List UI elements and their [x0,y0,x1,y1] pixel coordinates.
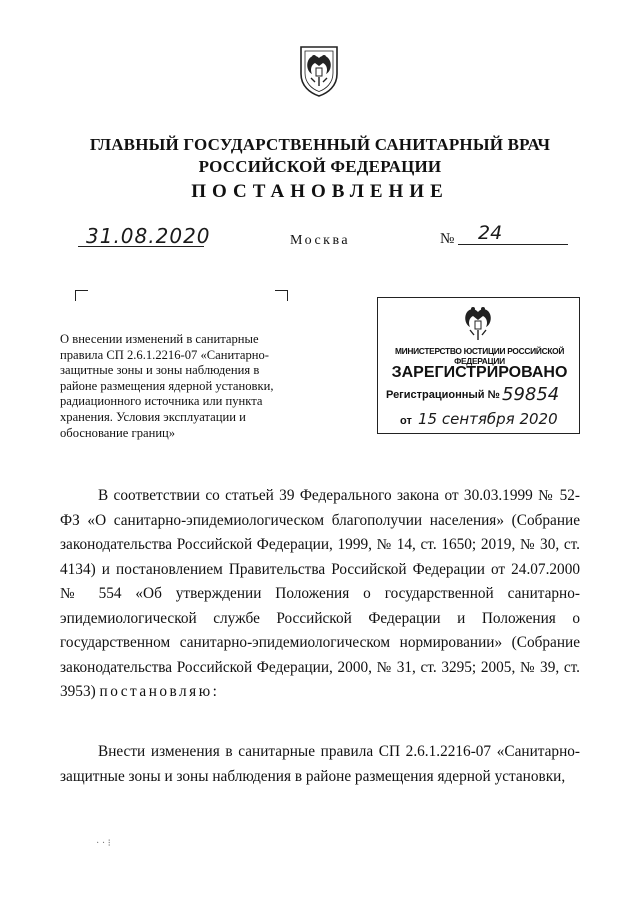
coat-of-arms-icon [296,44,342,98]
stamp-eagle-icon [461,304,495,342]
scan-artifact: · · ⁝ [96,838,111,849]
issuer-title [60,134,580,178]
issuer-line-1: ГЛАВНЫЙ ГОСУДАРСТВЕННЫЙ САНИТАРНЫЙ ВРАЧ [89,135,551,154]
preamble-text: В соответствии со статьей 39 Федерального закона от 30.03.1999 № 52-ФЗ «О санитарно-эпидемиологическом благополучии населения» (Собрание законодательства Российской Федерации, 1999, № 14, ст. 1650; 2019, № 30, ст. 4134) и постановлением Правительства Российской Федерации от 24.07.2000 № 554 «Об утверждении Положения о государственной санитарно-эпидемиологической службе Российской Федерации и Положения о государственном санитарно-эпидемиологическом нормировании» (Собрание законодательства Российской Федерации, 2000, № 31, ст. 3295; 2005, № 39, ст. 3953) [60,487,580,700]
number-label: № [440,231,455,247]
document-number: 24 [478,222,503,244]
document-type: ПОСТАНОВЛЕНИЕ [191,181,449,202]
subject-corner-right [275,290,288,301]
number-underline [458,226,568,245]
subject-corner-left [75,290,88,301]
document-date: 31.08.2020 [86,224,211,248]
registration-stamp [377,297,580,434]
document-city: Москва [290,233,351,248]
stamp-registered: ЗАРЕГИСТРИРОВАНО [391,364,568,381]
resolve-word: постановляю: [99,683,220,700]
clause-paragraph: Внести изменения в санитарные правила СП 2.6.1.2216-07 «Санитарно-защитные зоны и зоны наблюдения в районе размещения ядерной установки, [60,743,580,785]
preamble-paragraph [60,484,580,705]
stamp-ministry: МИНИСТЕРСТВО ЮСТИЦИИ РОССИЙСКОЙ ФЕДЕРАЦИИ [394,346,565,366]
stamp-regnum-label: Регистрационный № [386,389,500,401]
stamp-date-label: от [400,415,412,427]
stamp-regnum: 59854 [502,384,560,405]
issuer-line-2: РОССИЙСКОЙ ФЕДЕРАЦИИ [198,157,442,176]
stamp-date: 15 сентября 2020 [418,410,558,428]
document-subject: О внесении изменений в санитарные правила СП 2.6.1.2216-07 «Санитарно-защитные зоны и зоны наблюдения в районе размещения ядерной установки, радиационного источника или пункта хранения. Условия эксплуатации и обоснование границ» [60,332,274,440]
